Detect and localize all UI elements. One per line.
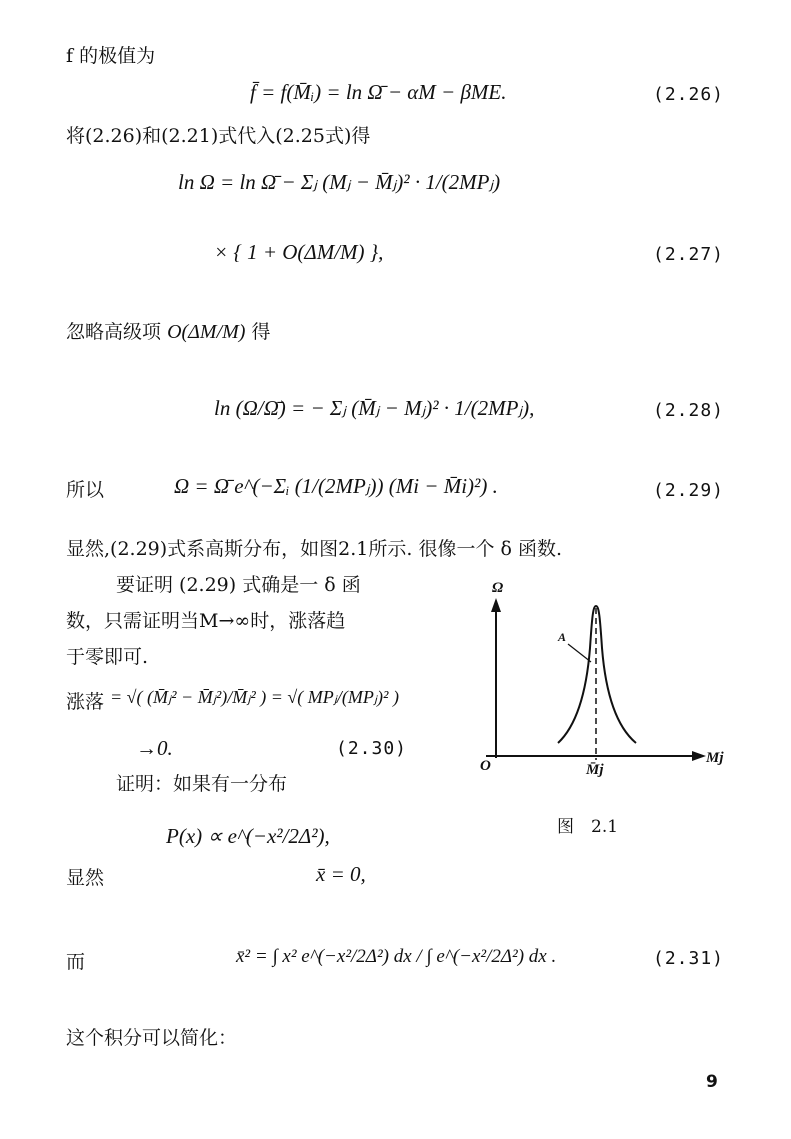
text-line-1: f 的极值为: [66, 45, 156, 67]
y-axis-label: Ω: [492, 580, 504, 596]
text-line-10: 证明：如果有一分布: [116, 773, 288, 795]
equation-2-29: Ω = Ω̄ e^(−Σᵢ (1/(2MPⱼ)) (Mi − M̄i)²) .: [174, 474, 498, 498]
figure-caption: 图 2.1: [557, 817, 619, 837]
origin-label: O: [480, 758, 491, 774]
text-line-3-start: 忽略高级项: [66, 321, 162, 343]
curve-pointer-line: [568, 644, 591, 662]
equation-distribution: P(x) ∝ e^(−x²/2Δ²),: [166, 824, 330, 848]
equation-mean-zero: x̄ = 0,: [316, 862, 366, 886]
text-line-7: 数，只需证明当M→∞时，涨落趋: [66, 610, 346, 632]
equation-2-31: x̄² = ∫ x² e^(−x²/2Δ²) dx / ∫ e^(−x²/2Δ²) dx .: [236, 946, 557, 967]
equation-2-28: ln (Ω/Ω̄) = − Σⱼ (M̄ⱼ − Mⱼ)² · 1/(2MPⱼ),: [214, 396, 535, 420]
figure-2-1-graph: [470, 578, 740, 798]
equation-2-30-line-2: →0.: [136, 736, 173, 760]
equation-number-2-31: (2.31): [653, 948, 725, 969]
text-line-5: 显然,(2.29)式系高斯分布，如图2.1所示. 很像一个 δ 函数.: [66, 538, 563, 560]
text-line-8: 于零即可.: [66, 646, 149, 668]
text-line-6: 要证明 (2.29) 式确是一 δ 函: [116, 574, 361, 596]
equation-2-27-line-2: × { 1 + O(ΔM/M) },: [214, 240, 384, 264]
text-line-2: 将(2.26)和(2.21)式代入(2.25式)得: [66, 125, 371, 147]
gaussian-curve: [558, 606, 636, 743]
equation-number-2-28: (2.28): [653, 400, 725, 421]
equation-2-26: f̄ = f(M̄ᵢ) = ln Ω̄ − αM − βME.: [250, 80, 507, 104]
x-axis-label: Mj: [706, 750, 724, 766]
equation-2-27-line-1: ln Ω = ln Ω̄ − Σⱼ (Mⱼ − M̄ⱼ)² · 1/(2MPⱼ): [178, 170, 501, 194]
equation-2-30-line-1: = √( (M̄ⱼ² − M̄ⱼ²)/M̄ⱼ² ) = √( MPⱼ/(MPⱼ)² ): [110, 687, 399, 707]
text-line-3-end: 得: [251, 321, 271, 343]
y-axis-arrow: [491, 598, 501, 612]
text-line-3: [66, 320, 271, 344]
text-line-12: 而: [66, 951, 86, 973]
equation-number-2-27: (2.27): [653, 244, 725, 265]
figure-2-1: [470, 578, 740, 798]
text-line-11: 显然: [66, 867, 105, 889]
x-axis-arrow: [692, 751, 706, 761]
equation-number-2-26: (2.26): [653, 84, 725, 105]
peak-position-label: M̄j: [586, 762, 604, 778]
page-number: 9: [706, 1072, 718, 1092]
equation-number-2-30: (2.30): [336, 738, 408, 759]
text-line-4: 所以: [66, 479, 105, 501]
text-line-13: 这个积分可以简化：: [66, 1027, 238, 1049]
curve-tag-label: A: [558, 630, 567, 644]
inline-order-term: O(ΔM/M): [167, 321, 246, 343]
text-line-9: 涨落: [66, 691, 105, 713]
equation-number-2-29: (2.29): [653, 480, 725, 501]
